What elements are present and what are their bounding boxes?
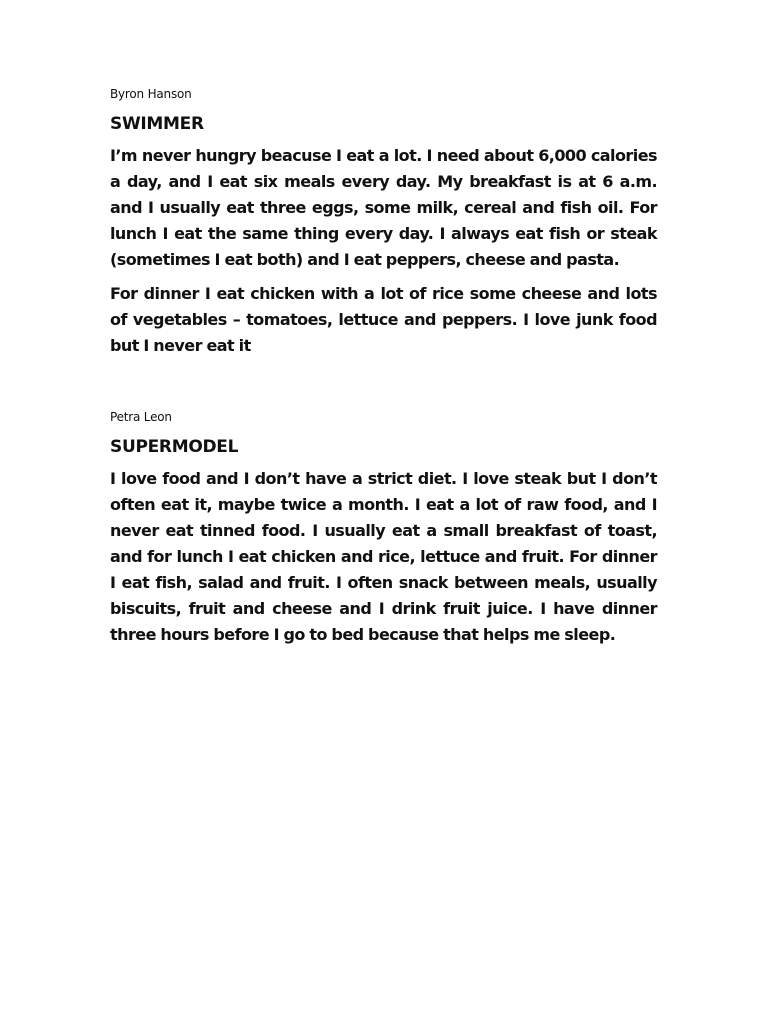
document-page	[110, 0, 657, 1024]
role-heading: SWIMMER	[110, 114, 204, 134]
profile-section-swimmer	[110, 86, 657, 367]
body-paragraph: I’m never hungry beacuse I eat a lot. I need about 6,000 calories a day, and I eat six meals every day. My breakfast is at 6 a.m. and I usually eat three eggs, some milk, cereal and fish oil. For lunch I eat the same thing every day. I always eat fish or steak (sometimes I eat both) and I eat peppers, cheese and pasta.	[110, 146, 657, 269]
body-paragraph: I love food and I don’t have a strict diet. I love steak but I don’t often eat it, maybe twice a month. I eat a lot of raw food, and I never eat tinned food. I usually eat a small breakfast of toast, and for lunch I eat chicken and rice, lettuce and fruit. For dinner I eat fish, salad and fruit. I often snack between meals, usually biscuits, fruit and cheese and I drink fruit juice. I have dinner three hours before I go to bed because that helps me sleep.	[110, 469, 657, 644]
author-name: Petra Leon	[110, 410, 172, 424]
author-name: Byron Hanson	[110, 87, 192, 101]
role-heading: SUPERMODEL	[110, 437, 239, 457]
body-paragraph: For dinner I eat chicken with a lot of rice some cheese and lots of vegetables – tomatoes, lettuce and peppers. I love junk food but I never eat it	[110, 284, 657, 355]
profile-section-supermodel	[110, 409, 657, 656]
